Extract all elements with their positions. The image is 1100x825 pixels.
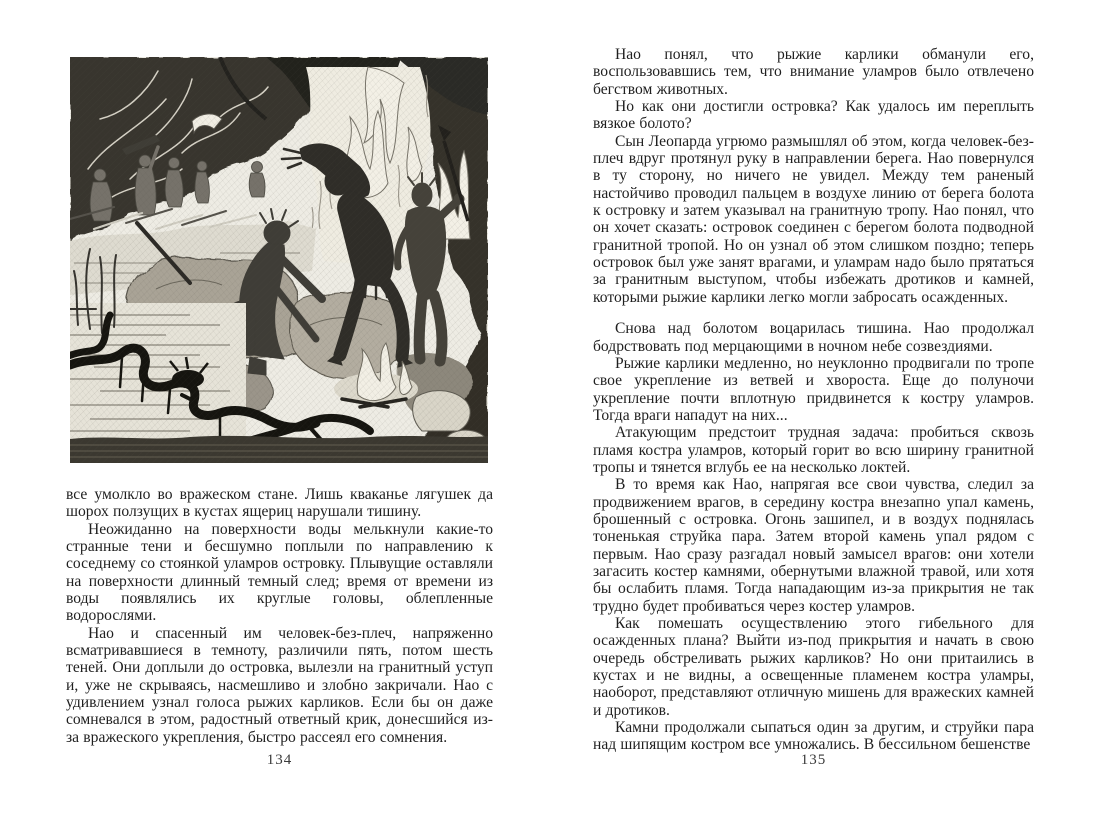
paragraph: Но как они достигли островка? Как удалось им переплыть вязкое болото? <box>593 98 1034 133</box>
paragraph: Как помешать осуществлению этого гибельного для осажденных плана? Выйти из-под прикрытия и начать в свою очередь обстреливать рыжих карликов? Но они притаились в кустах и не видны, а освещенные пламенем костра уламры, наоборот, представляют отличную мишень для вражеских камней и дротиков. <box>593 615 1034 719</box>
page-number-left: 134 <box>266 752 293 768</box>
paragraph: Неожиданно на поверхности воды мелькнули какие-то странные тени и бесшумно поплыли по направлению к соседнему со стоянкой уламров островку. Плывущие оставляли на поверхности длинный темный след; время от времени из воды появлялись их круглые головы, облепленные водорослями. <box>66 520 493 625</box>
page-number-right: 135 <box>800 752 827 768</box>
paragraph: Атакующим предстоит трудная задача: пробиться сквозь пламя костра уламров, который горит во всю ширину гранитной тропы и тянется вглубь ее на несколько локтей. <box>593 424 1034 476</box>
paragraph: Камни продолжали сыпаться один за другим, и струйки пара над шипящим костром все умножались. В бессильном бешенстве <box>593 719 1034 754</box>
paragraph: Нао и спасенный им человек-без-плеч, напряженно всматривавшиеся в темноту, различили пять, потом шесть теней. Они доплыли до островка, вылезли на гранитный уступ и, уже не скрываясь, насмешливо и злобно закричали. Нао с удивлением узнал голоса рыжих карликов. Если бы он даже сомневался в этом, радостный ответный крик, донесшийся из-за вражеского укрепления, быстро рассеял его сомнения. <box>66 624 493 746</box>
paragraph: В то время как Нао, напрягая все свои чувства, следил за продвижением врагов, в середину костра внезапно упал камень, брошенный с островка. Огонь зашипел, и в воздух поднялась тоненькая струйка пара. Затем второй камень упал рядом с первым. Нао сразу разгадал новый замысел врагов: они хотели загасить костер камнями, обернутыми влажной травой, или хотя бы ослабить пламя. Тогда нападающим из-за прикрытия не так трудно будет пробиваться через костер уламров. <box>593 476 1034 615</box>
paragraph: все умолкло во вражеском стане. Лишь кваканье лягушек да шорох ползущих в кустах ящериц нарушали тишину. <box>66 486 493 521</box>
paragraph: Снова над болотом воцарилась тишина. Нао продолжал бодрствовать под мерцающими в ночном небе созвездиями. <box>593 320 1034 355</box>
paragraph: Рыжие карлики медленно, но неуклонно продвигали по тропе свое укрепление из ветвей и хвороста. Еще до полуночи укрепление почти вплотную придвинется к костру уламров. Тогда враги нападут на них... <box>593 354 1034 424</box>
left-page-text <box>66 486 493 746</box>
paragraph: Сын Леопарда угрюмо размышлял об этом, когда человек-без-плеч вдруг протянул руку в направлении берега. Нао повернулся в ту сторону, но ничего не увидел. Между тем раненый настойчиво проводил пальцем в воздухе линию от берега болота к островку и затем указывал на гранитную тропу. Нао понял, что он хочет сказать: островок соединен с берегом болота подводной гранитной тропой. Но он узнал об этом слишком поздно; теперь островок был уже занят врагами, и уламрам надо было прятаться за гранитным выступом, чтобы избежать дротиков и камней, которыми рыжие карлики легко могли забросать осажденных. <box>593 132 1034 306</box>
paragraph: Нао понял, что рыжие карлики обманули его, воспользовавшись тем, что внимание уламров было отвлечено бегством животных. <box>593 46 1034 98</box>
book-illustration <box>70 57 488 463</box>
engraving-svg <box>70 57 488 463</box>
right-page-text <box>593 46 1034 754</box>
